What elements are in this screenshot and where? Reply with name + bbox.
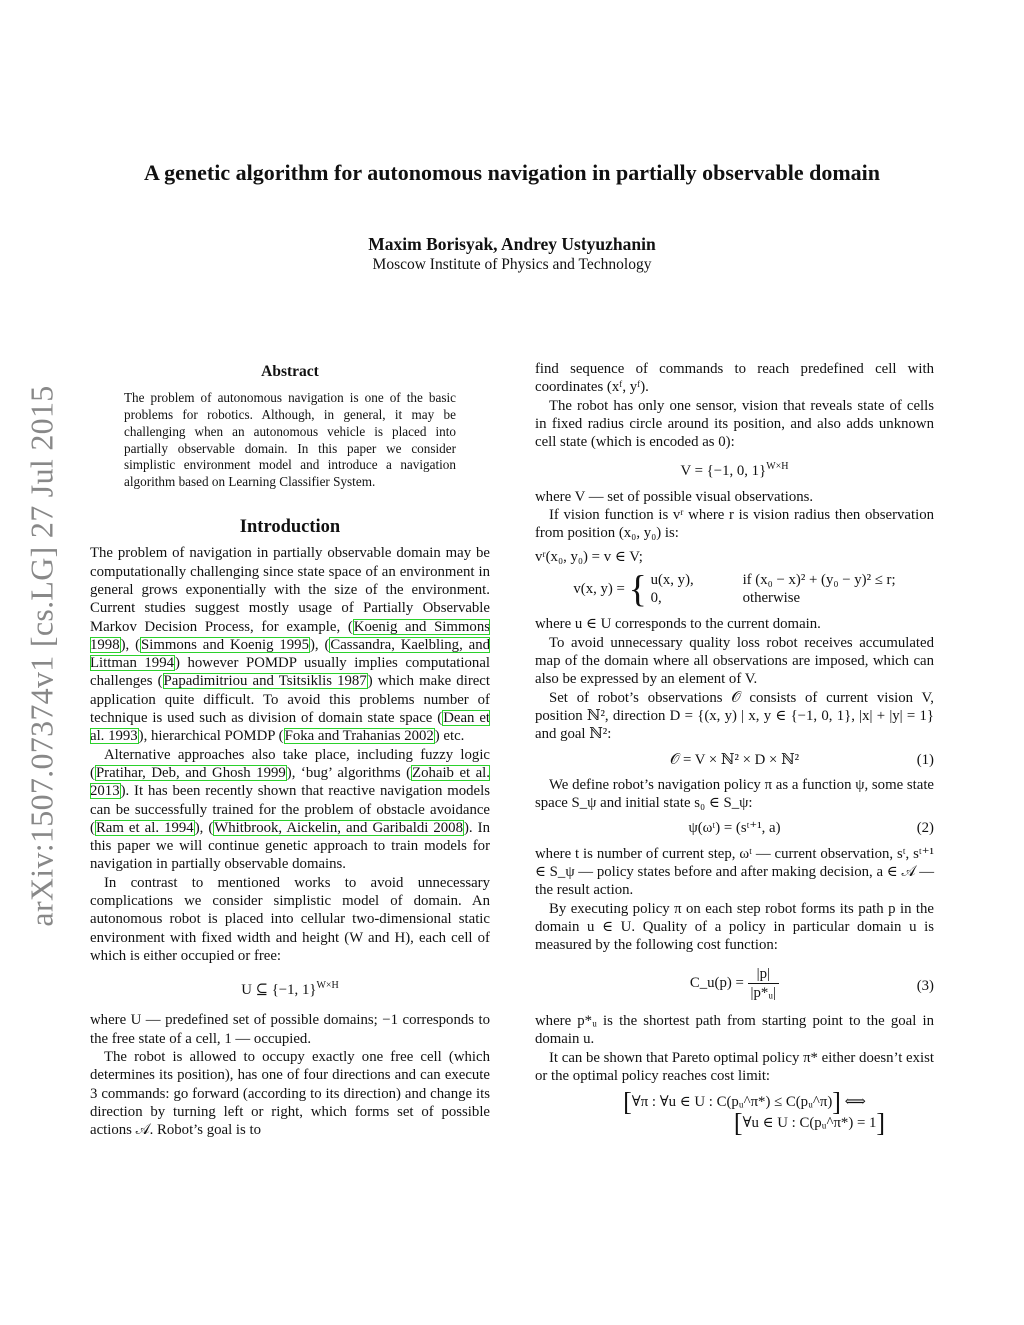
citation-link[interactable]: Ram et al. 1994 bbox=[95, 819, 194, 836]
right-paragraph-10: By executing policy π on each step robot forms its path p in the domain u ∈ U. Quality of a policy in particular domain u is measured by the following cost function: bbox=[535, 900, 934, 954]
citation-link[interactable]: Whitbrook, Aickelin, and Garibaldi 2008 bbox=[214, 819, 463, 836]
arxiv-id: arXiv:1507.07374v1 [cs.LG] 27 Jul 2015 bbox=[23, 385, 60, 927]
equation-2: ψ(ωᵗ) = (sᵗ⁺¹, a) (2) bbox=[688, 820, 934, 837]
equation-1: 𝒪 = V × ℕ² × D × ℕ² (1) bbox=[669, 751, 934, 768]
equation-4-line-2: [∀u ∈ U : C(pᵤ^π*) = 1] bbox=[733, 1108, 886, 1138]
abstract-heading: Abstract bbox=[261, 363, 319, 380]
citation-link[interactable]: Koenig and Simmons 1998 bbox=[90, 618, 490, 653]
intro-paragraph-1: The problem of navigation in partially observable domain may be computationally challenging since state space of an environment in general grows exponentially with the size of the environment. Current studies suggest mostly usage of Partially Observable Markov Decision Process, for example, (Koenig and Simmons 1998), (Simmons and Koenig 1995), (Cassandra, Kaelbling, and Littman 1994) however POMDP usually implies computational challenges (Papadimitriou and Tsitsiklis 1987) which make direct application quite difficult. To avoid this problems number of technique is used such as division of domain state space (Dean et al. 1993), hierarchical POMDP (Foka and Trahanias 2002) etc. bbox=[90, 545, 491, 745]
abstract-text: The problem of autonomous navigation is one of the basic problems for robotics. Although, in general, it may be challenging when an autonomous vehicle is placed into partially observable domain. In this paper we consider simplistic environment model and introduce a navigation algorithm based on Learning Classifier System. bbox=[124, 390, 456, 490]
right-paragraph-4: If vision function is vʳ where r is vision radius then observation from position (x₀, y₀) is: bbox=[535, 507, 934, 542]
right-column bbox=[535, 360, 934, 1138]
intro-paragraph-5: The robot is allowed to occupy exactly one free cell (which determines its position), has one of four directions and can execute 3 commands: go forward (according to its direction) and change its direction by turning left or right, which forms set of possible actions 𝒜. Robot’s goal is to bbox=[90, 1049, 490, 1139]
right-paragraph-7: Set of robot’s observations 𝒪 consists of current vision V, position ℕ², direction D = {(x, y) | x, y ∈ {−1, 0, 1}, |x| + |y| = 1} and goal ℕ²: bbox=[535, 689, 934, 743]
equation-observation: vʳ(x₀, y₀) = v ∈ V; bbox=[535, 548, 643, 565]
citation-link[interactable]: Dean et al. 1993 bbox=[90, 710, 490, 745]
right-paragraph-1: find sequence of commands to reach predefined cell with coordinates (xᶠ, yᶠ). bbox=[535, 361, 934, 396]
intro-paragraph-2: Alternative approaches also take place, including fuzzy logic (Pratihar, Deb, and Ghosh 1999), ‘bug’ algorithms (Zohaib et al. 2013). It has been recently shown that reactive navigation models can be successfully trained for the problem of obstacle avoidance (Ram et al. 1994), (Whitbrook, Aickelin, and Garibaldi 2008). In this paper we will continue genetic approach to train models for navigation in partially observable domains. bbox=[90, 746, 490, 873]
intro-paragraph-4: where U — predefined set of possible domains; −1 corresponds to the free state of a cell, 1 — occupied. bbox=[90, 1012, 490, 1047]
equation-vision-cases: v(x, y) = { u(x, y), if (x₀ − x)² + (y₀ − y)² ≤ r; 0, otherwise bbox=[573, 568, 896, 611]
intro-heading: Introduction bbox=[239, 517, 341, 538]
citation-link[interactable]: Simmons and Koenig 1995 bbox=[141, 636, 309, 653]
citation-link[interactable]: Pratihar, Deb, and Ghosh 1999 bbox=[95, 764, 286, 781]
left-column bbox=[90, 360, 490, 1140]
right-paragraph-8: We define robot’s navigation policy π as a function ψ, some state space S_ψ and initial state s₀ ∈ S_ψ: bbox=[535, 776, 934, 812]
right-paragraph-11: where p*ᵤ is the shortest path from starting point to the goal in domain u. bbox=[535, 1013, 934, 1048]
citation-link[interactable]: Cassandra, Kaelbling, and Littman 1994 bbox=[90, 636, 490, 672]
right-paragraph-2: The robot has only one sensor, vision that reveals state of cells in fixed radius circle around its position, and also adds unknown cell state (which is encoded as 0): bbox=[535, 397, 934, 451]
right-paragraph-12: It can be shown that Pareto optimal policy π* either doesn’t exist or the optimal policy reaches cost limit: bbox=[535, 1049, 934, 1085]
citation-link[interactable]: Zohaib et al. 2013 bbox=[90, 764, 490, 800]
equation-4-line-1: [∀π : ∀u ∈ U : C(pᵤ^π*) ≤ C(pᵤ^π)] ⟺ bbox=[623, 1087, 866, 1117]
right-paragraph-9: where t is number of current step, ωᵗ — current observation, sᵗ, sᵗ⁺¹ ∈ S_ψ — policy states before and after making decision, a ∈ 𝒜 — the result action. bbox=[535, 845, 934, 899]
equation-domain-set: U ⊆ {−1, 1}$^{W\times H}$ bbox=[241, 980, 339, 999]
arxiv-sidebar bbox=[22, 366, 62, 946]
right-paragraph-3: where V — set of possible visual observations. bbox=[535, 488, 814, 505]
authors: Maxim Borisyak, Andrey Ustyuzhanin bbox=[368, 234, 656, 254]
paper-title: A genetic algorithm for autonomous navigation in partially observable domain bbox=[143, 160, 880, 185]
right-paragraph-6: To avoid unnecessary quality loss robot receives accumulated map of the domain where all observations are imposed, which can also be expressed by an element of V. bbox=[535, 634, 934, 688]
intro-paragraph-3: In contrast to mentioned works to avoid unnecessary complications we consider simplistic model of domain. An autonomous robot is placed into cellular two-dimensional static environment with fixed width and height (W and H), each cell of which is either occupied or free: bbox=[90, 874, 490, 964]
equation-3: C_u(p) = $\frac{|p|}{\text{|p*ᵤ|}}$ (3) bbox=[689, 965, 934, 1001]
citation-link[interactable]: Papadimitriou and Tsitsiklis 1987 bbox=[163, 673, 367, 690]
citation-link[interactable]: Foka and Trahanias 2002 bbox=[284, 728, 434, 745]
affiliation: Moscow Institute of Physics and Technology bbox=[372, 256, 652, 273]
equation-vision-set: V = {−1, 0, 1}$^{W\times H}$ bbox=[680, 461, 789, 480]
right-paragraph-5: where u ∈ U corresponds to the current domain. bbox=[535, 616, 821, 633]
